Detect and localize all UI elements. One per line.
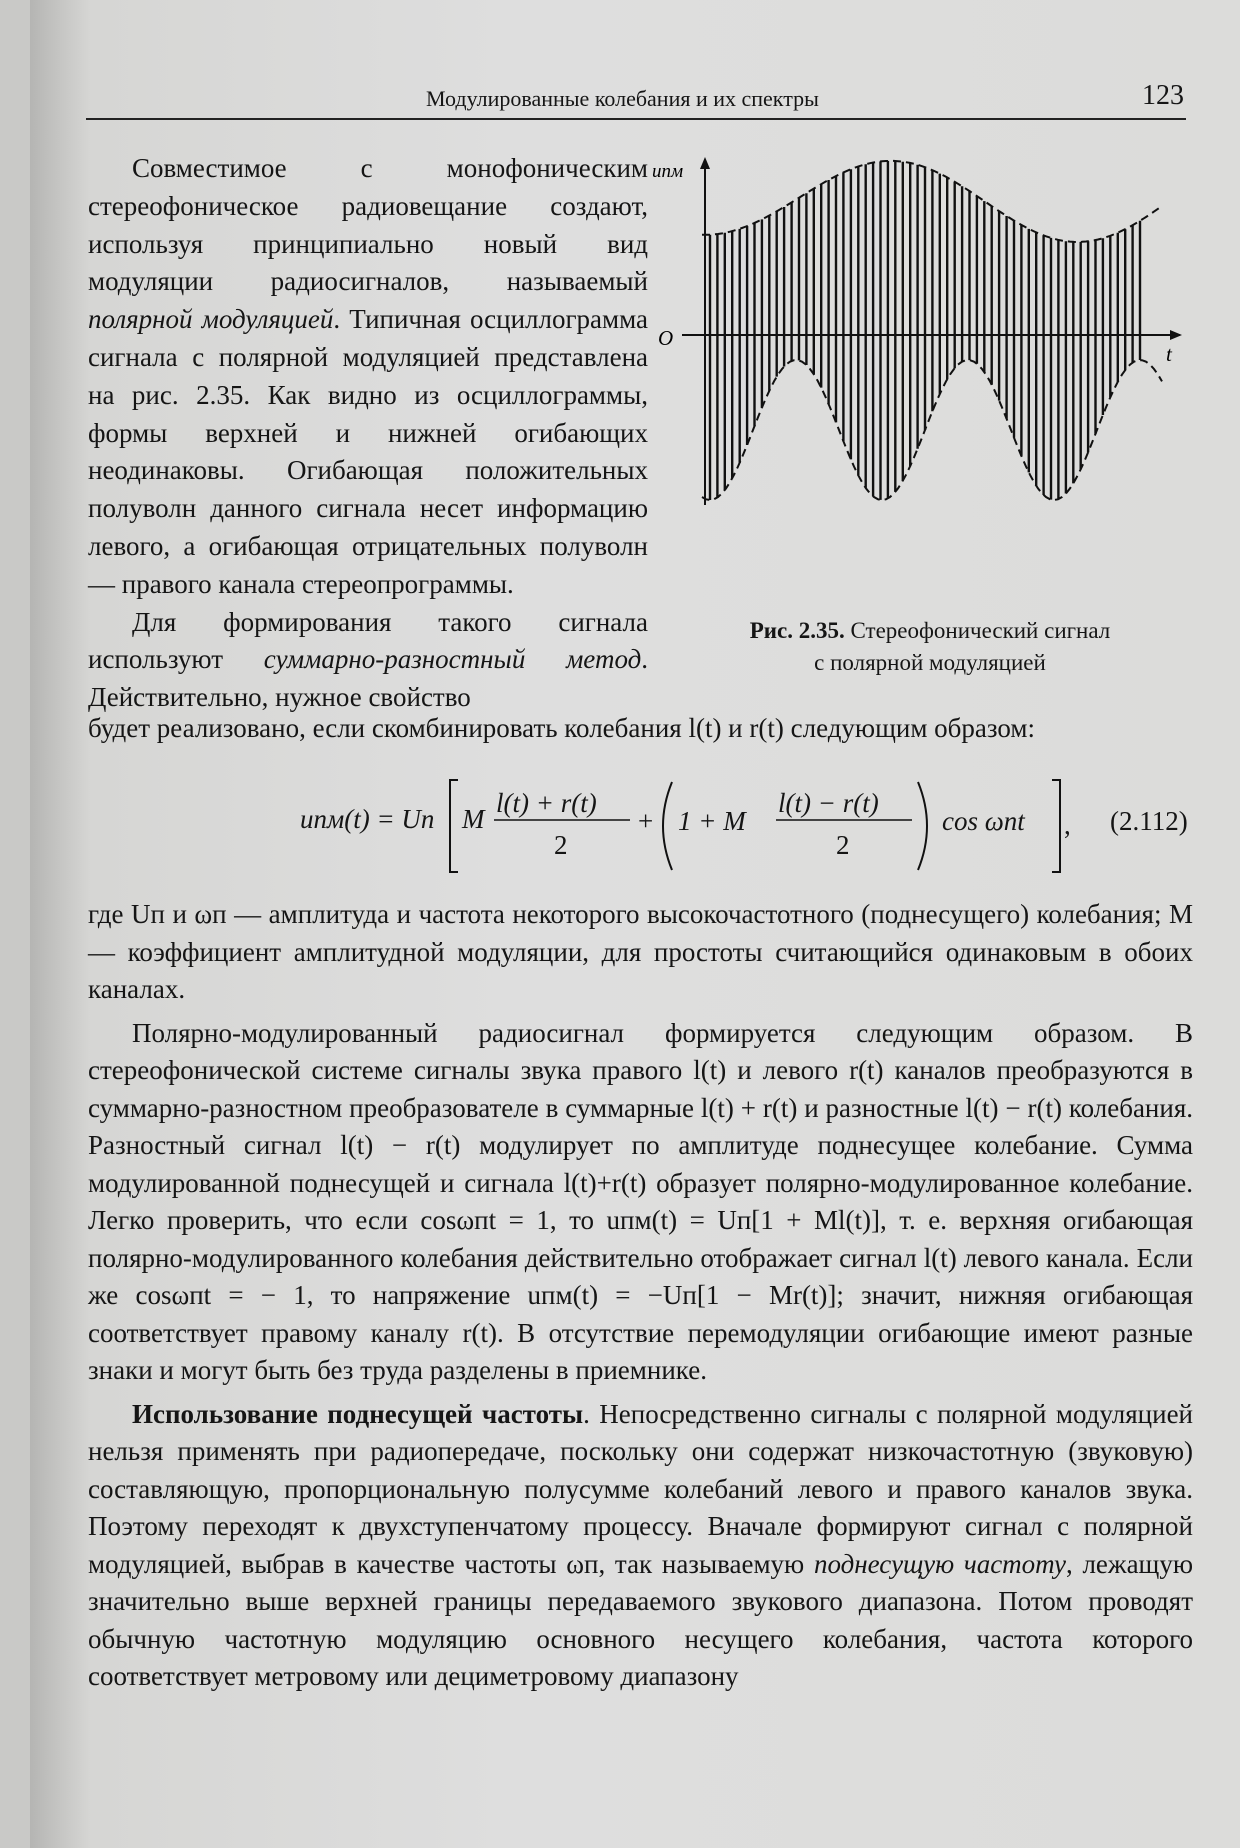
formula-cos: cos ωпt xyxy=(942,806,1025,836)
paragraph-polar-signal: Полярно-модулированный радиосигнал формируется следующим образом. В стереофонической системе сигналы звука правого l(t) и левого r(t) каналов преобразуются в суммарно-разностном преобразователе в суммарные l(t) + r(t) и разностные l(t) − r(t) колебания. Разностный сигнал l(t) − r(t) модулирует по амплитуде поднесущее колебание. Сумма модулированной поднесущей и сигнала l(t)+r(t) образует полярно-модулированное колебание. Легко проверить, что если cosωпt = 1, то uпм(t) = Uп[1 + Ml(t)], т. е. верхняя огибающая полярно-модулированного колебания действительно отображает сигнал l(t) левого канала. Если же cosωпt = − 1, то напряжение uпм(t) = −Uп[1 − Mr(t)]; значит, нижняя огибающая соответствует правому каналу r(t). В отсутствие перемодуляции огибающие имеют разные знаки и могут быть без труда разделены в приемнике. xyxy=(88,1017,1193,1385)
section-heading: Использование поднесущей частоты xyxy=(132,1398,584,1429)
intro-paragraph-2: Для формирования такого сигнала используют суммарно-разностный метод. Действительно, нужное свойство xyxy=(88,606,648,713)
paragraph-subcarrier: Использование поднесущей частоты. Непосредственно сигналы с полярной модуляцией нельзя применять при радиопередаче, поскольку они содержат низкочастотную (звуковую) составляющую, пропорциональную полусумме колебаний левого и правого каналов звука. Поэтому переходят к двухступенчатому процессу. Вначале формируют сигнал с полярной модуляцией, выбрав в качестве частоты ωп, так называемую поднесущую частоту, лежащую значительно выше верхней границы передаваемого звукового диапазона. Потом проводят обычную частотную модуляцию основного несущего колебания, частота которого соответствует метровому или дециметровому диапазону xyxy=(88,1398,1194,1691)
intro-column xyxy=(88,150,648,717)
y-axis-label: uпм xyxy=(652,161,684,182)
term-sum-difference-method: суммарно-разностный метод xyxy=(263,644,642,675)
caption-line-2: с полярной модуляцией xyxy=(814,650,1046,675)
book-page xyxy=(30,0,1240,1848)
formula-comma: , xyxy=(1064,810,1071,840)
y-axis-arrow xyxy=(700,157,710,169)
caption-line-1: Стереофонический сигнал xyxy=(850,618,1111,643)
left-paren xyxy=(663,782,672,870)
right-bracket xyxy=(1052,780,1060,872)
page-number: 123 xyxy=(1142,80,1184,111)
running-header xyxy=(86,80,1186,120)
carrier-oscillation xyxy=(710,161,1140,500)
formula-one-plus-M: 1 + M xyxy=(678,806,746,836)
frac1-numerator: l(t) + r(t) xyxy=(496,788,597,818)
x-axis-label: t xyxy=(1166,342,1172,366)
formula-lhs: uпм(t) = Uп xyxy=(300,804,435,834)
continuation-line: будет реализовано, если скомбинировать колебания l(t) и r(t) следующим образом: xyxy=(88,713,1035,743)
term-subcarrier-frequency: поднесущую частоту xyxy=(813,1548,1066,1579)
intro-paragraph-1: Совместимое с монофоническим стереофоническое радиовещание создают, используя принципиально новый вид модуляции радиосигналов, называемый полярной модуляцией. Типичная осциллограмма сигнала с полярной модуляцией представлена на рис. 2.35. Как видно из осциллограммы, формы верхней и нижней огибающих неодинаковы. Огибающая положительных полуволн данного сигнала несет информацию левого, а огибающая отрицательных полуволн — правого канала стереопрограммы. xyxy=(88,153,648,599)
frac2-numerator: l(t) − r(t) xyxy=(778,788,879,818)
body-text xyxy=(88,896,1193,1696)
formula-plus: + xyxy=(638,806,654,836)
figure-number: Рис. 2.35. xyxy=(749,618,845,643)
right-paren xyxy=(918,782,927,870)
oscillogram-figure xyxy=(652,155,1190,625)
frac2-denominator: 2 xyxy=(836,830,850,860)
running-title: Модулированные колебания и их спектры xyxy=(426,86,819,111)
frac1-denominator: 2 xyxy=(554,830,568,860)
formula-M1: M xyxy=(462,804,485,834)
formula-2-112 xyxy=(300,772,1200,882)
figure-caption xyxy=(670,615,1190,679)
formula-number: (2.112) xyxy=(1110,806,1188,836)
left-bracket xyxy=(450,780,458,872)
term-polar-modulation: полярной модуляцией xyxy=(88,304,334,335)
origin-label: O xyxy=(658,326,674,350)
paragraph-definitions: где Uп и ωп — амплитуда и частота некоторого высокочастотного (поднесущего) колебания; M — коэффициент амплитудной модуляции, для простоты считающийся одинаковым в обоих каналах. xyxy=(88,899,1193,1004)
x-axis-arrow xyxy=(1170,330,1182,340)
